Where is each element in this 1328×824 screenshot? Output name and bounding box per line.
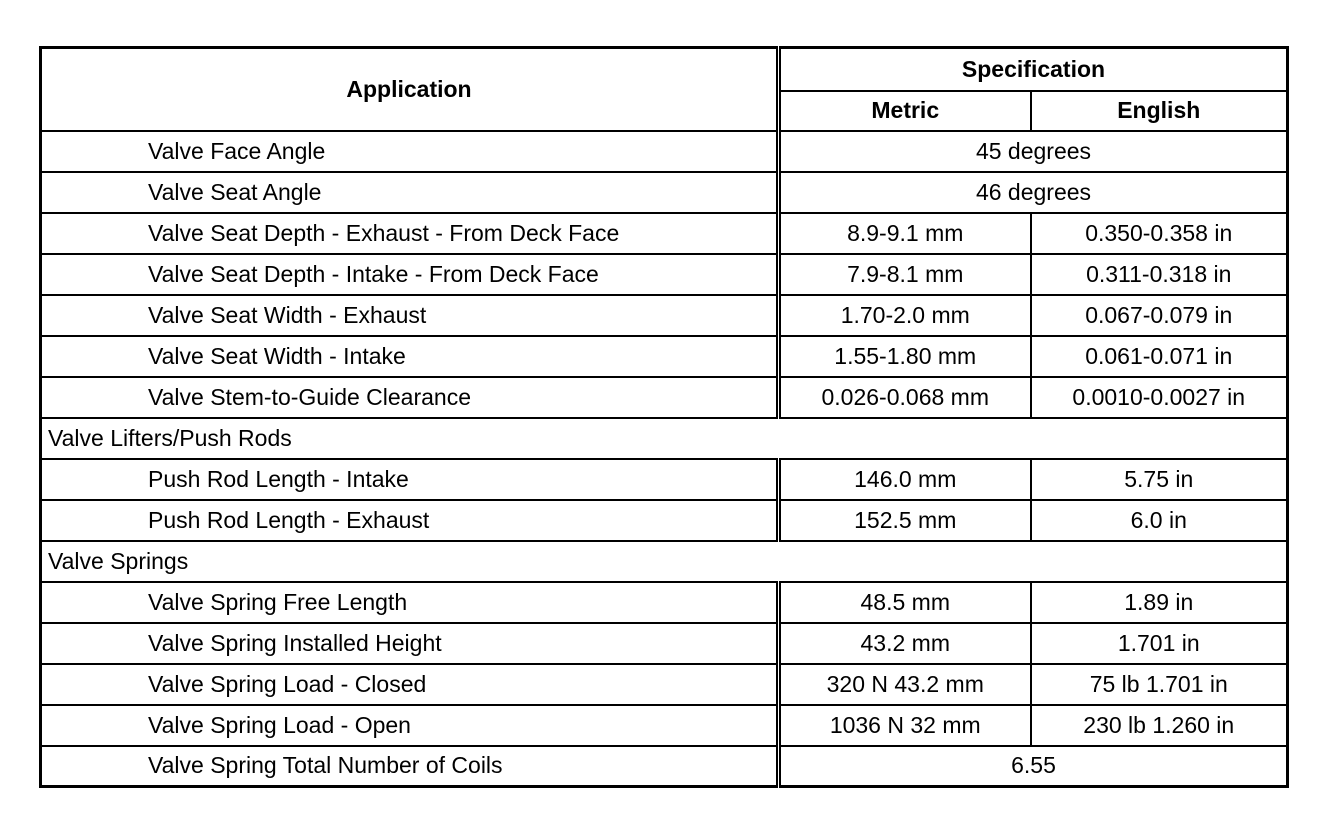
metric-header: Metric [779, 91, 1031, 131]
section-row [41, 541, 1288, 582]
metric-cell: 1.55-1.80 mm [779, 336, 1031, 377]
english-cell: 5.75 in [1031, 459, 1288, 500]
metric-cell: 48.5 mm [779, 582, 1031, 623]
application-cell: Valve Seat Angle [41, 172, 779, 213]
table-row [41, 582, 1288, 623]
application-cell: Valve Spring Installed Height [41, 623, 779, 664]
table-row [41, 295, 1288, 336]
english-header: English [1031, 91, 1288, 131]
table-row [41, 377, 1288, 418]
metric-cell: 152.5 mm [779, 500, 1031, 541]
metric-cell: 0.026-0.068 mm [779, 377, 1031, 418]
table-row [41, 254, 1288, 295]
application-cell: Valve Seat Depth - Exhaust - From Deck Face [41, 213, 779, 254]
table-row [41, 172, 1288, 213]
table-row [41, 213, 1288, 254]
metric-cell: 320 N 43.2 mm [779, 664, 1031, 705]
application-cell: Valve Face Angle [41, 131, 779, 172]
application-cell: Valve Spring Load - Closed [41, 664, 779, 705]
spec-value-cell: 45 degrees [779, 131, 1288, 172]
metric-cell: 1.70-2.0 mm [779, 295, 1031, 336]
english-cell: 0.067-0.079 in [1031, 295, 1288, 336]
application-cell: Valve Seat Width - Intake [41, 336, 779, 377]
table-row [41, 336, 1288, 377]
application-cell: Valve Seat Width - Exhaust [41, 295, 779, 336]
specification-table [39, 46, 1289, 788]
english-cell: 6.0 in [1031, 500, 1288, 541]
application-cell: Valve Spring Total Number of Coils [41, 746, 779, 787]
english-cell: 1.89 in [1031, 582, 1288, 623]
application-cell: Push Rod Length - Intake [41, 459, 779, 500]
header-row [41, 48, 1288, 91]
specification-header: Specification [779, 48, 1288, 91]
metric-cell: 43.2 mm [779, 623, 1031, 664]
application-cell: Push Rod Length - Exhaust [41, 500, 779, 541]
english-cell: 0.0010-0.0027 in [1031, 377, 1288, 418]
english-cell: 0.350-0.358 in [1031, 213, 1288, 254]
section-row [41, 418, 1288, 459]
table-row [41, 746, 1288, 787]
section-heading: Valve Springs [41, 541, 1288, 582]
table-row [41, 623, 1288, 664]
table-row [41, 459, 1288, 500]
english-cell: 230 lb 1.260 in [1031, 705, 1288, 746]
application-cell: Valve Stem-to-Guide Clearance [41, 377, 779, 418]
section-heading: Valve Lifters/Push Rods [41, 418, 1288, 459]
metric-cell: 7.9-8.1 mm [779, 254, 1031, 295]
table-row [41, 705, 1288, 746]
metric-cell: 8.9-9.1 mm [779, 213, 1031, 254]
metric-cell: 146.0 mm [779, 459, 1031, 500]
application-cell: Valve Spring Load - Open [41, 705, 779, 746]
application-header: Application [41, 48, 779, 131]
metric-cell: 1036 N 32 mm [779, 705, 1031, 746]
table-row [41, 131, 1288, 172]
spec-value-cell: 6.55 [779, 746, 1288, 787]
english-cell: 75 lb 1.701 in [1031, 664, 1288, 705]
spec-value-cell: 46 degrees [779, 172, 1288, 213]
english-cell: 0.311-0.318 in [1031, 254, 1288, 295]
english-cell: 1.701 in [1031, 623, 1288, 664]
application-cell: Valve Seat Depth - Intake - From Deck Face [41, 254, 779, 295]
application-cell: Valve Spring Free Length [41, 582, 779, 623]
table-row [41, 500, 1288, 541]
table-row [41, 664, 1288, 705]
english-cell: 0.061-0.071 in [1031, 336, 1288, 377]
